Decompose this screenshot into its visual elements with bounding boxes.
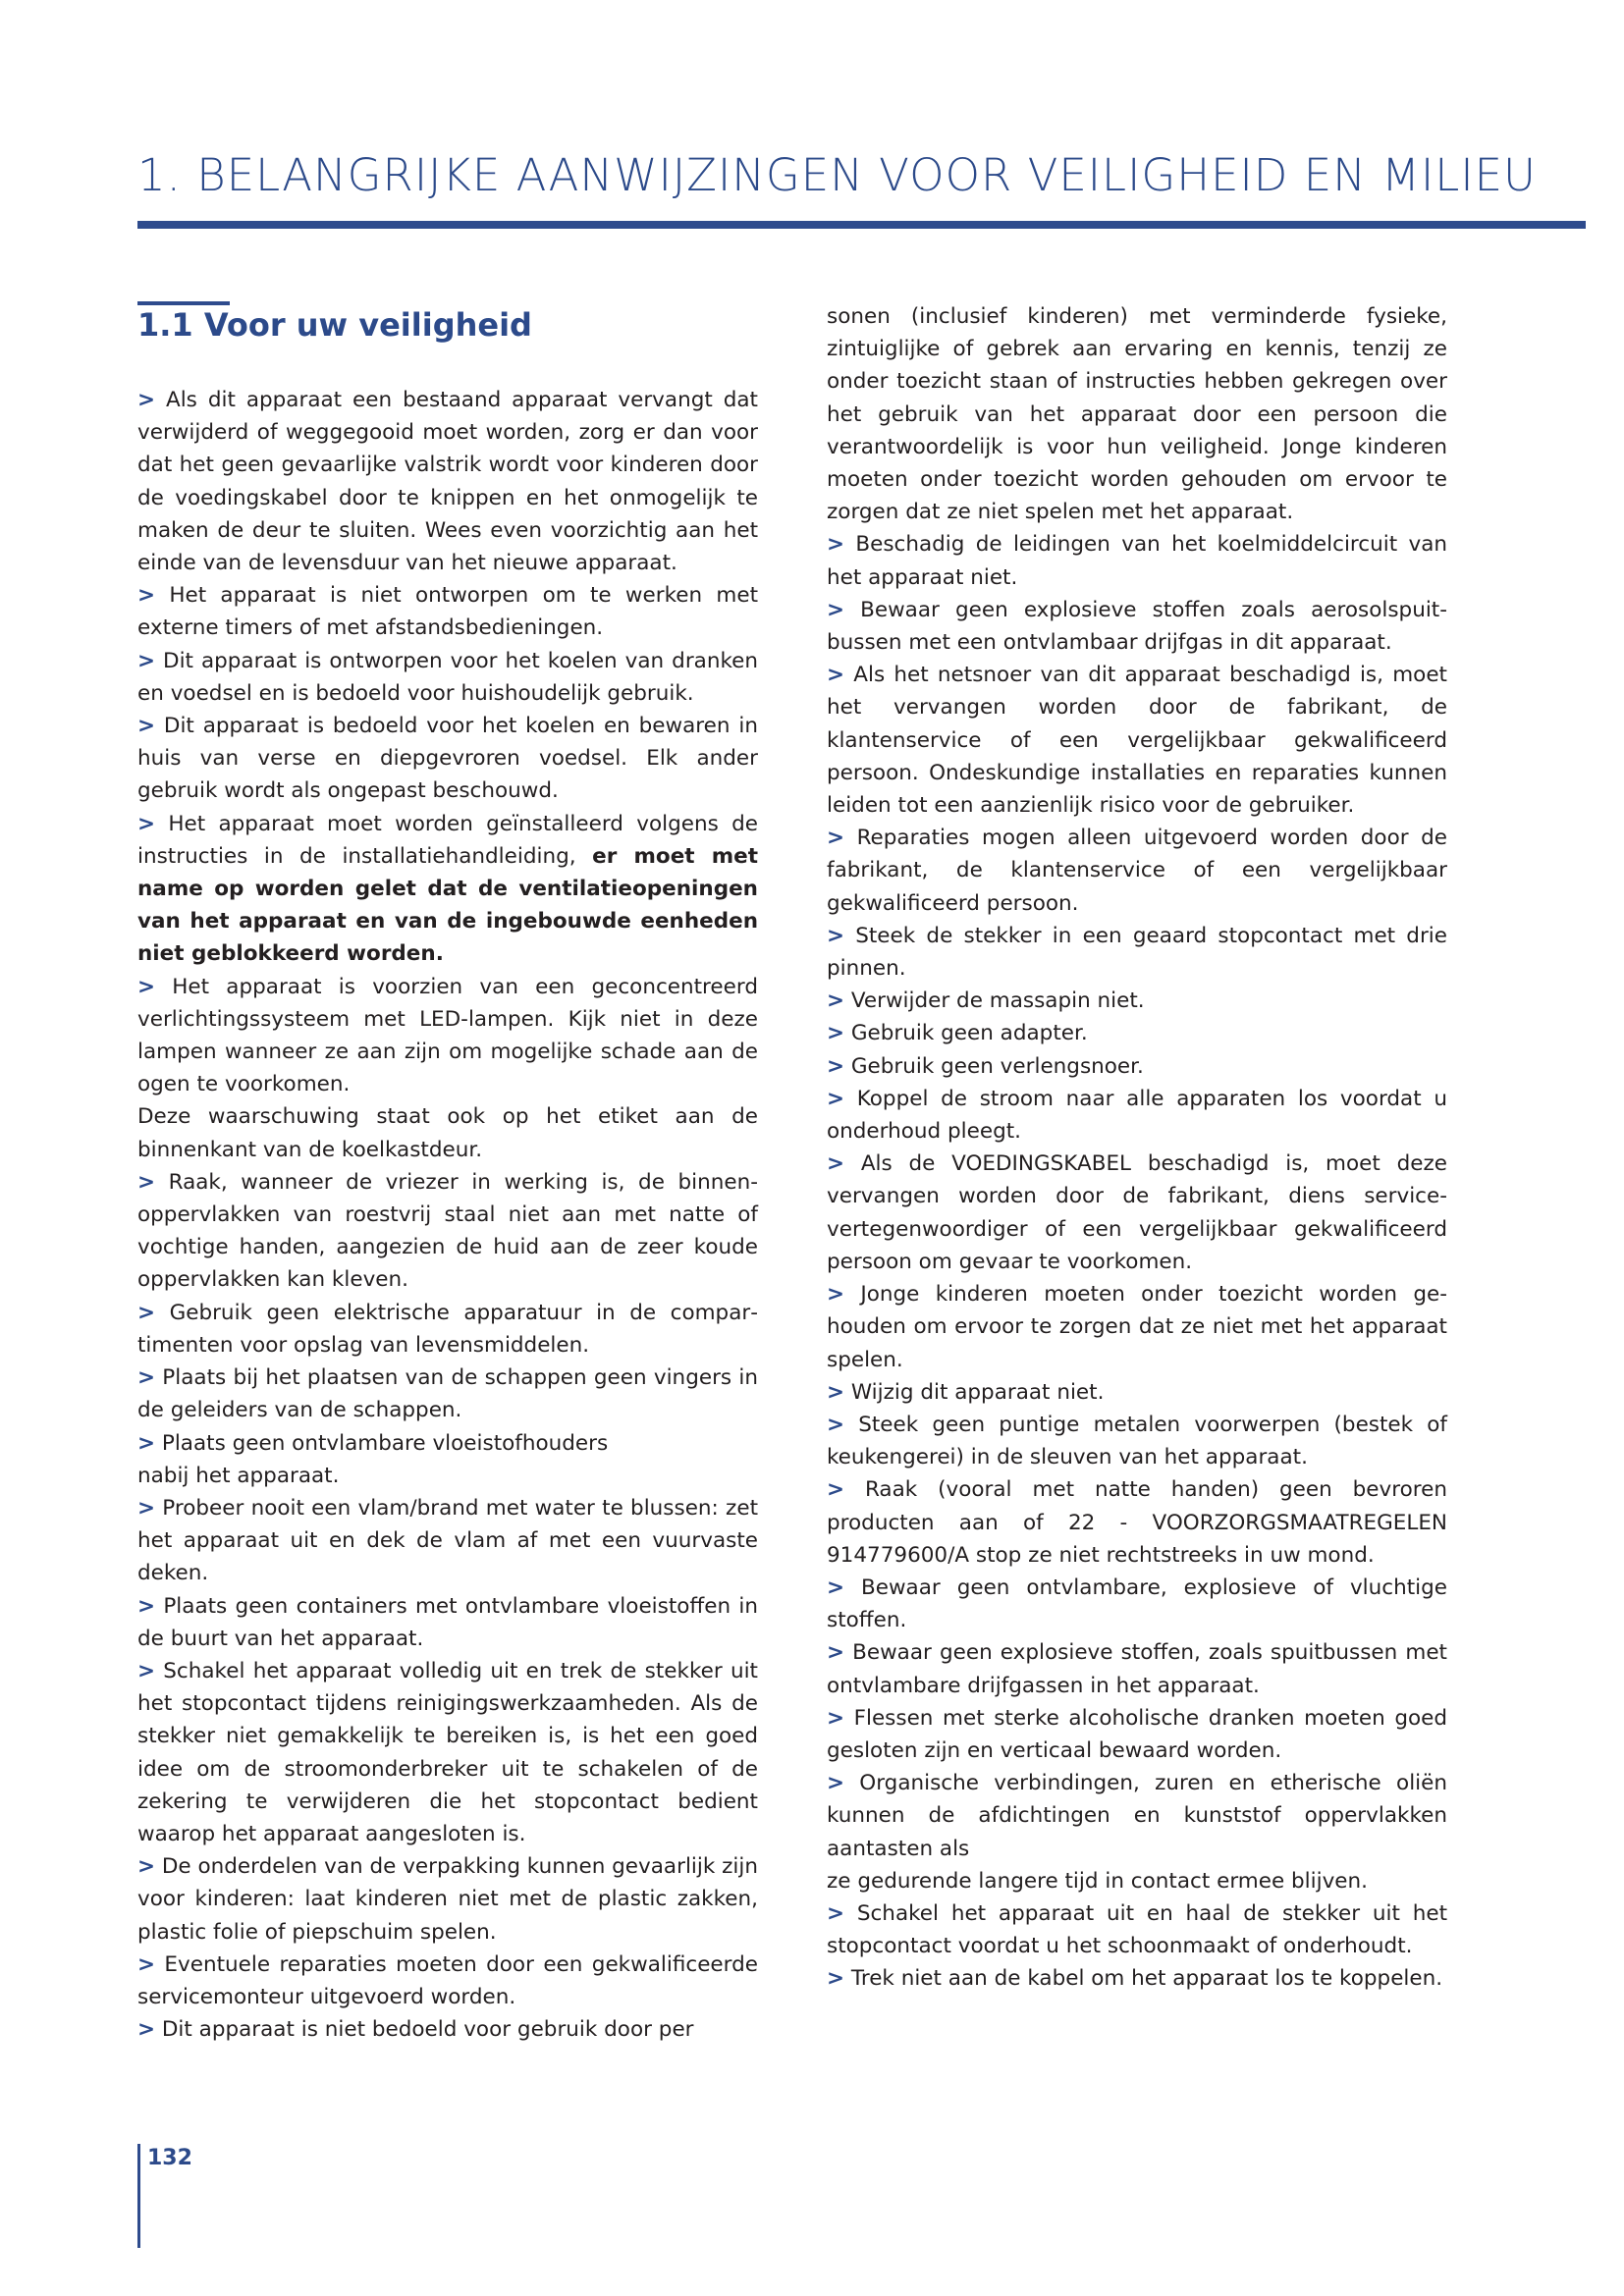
paragraph-bold-text: er moet met name op worden gelet dat de ventilatieopeningen van het apparaat en van de ingebouwde eenheden niet geblokkeerd worden. xyxy=(137,843,759,967)
paragraph-text: Deze waarschuwing staat ook op het etiket aan de binnenkant van de koelkastdeur. xyxy=(137,1104,758,1162)
paragraph xyxy=(137,1460,758,1492)
paragraph-text: Steek geen puntige metalen voorwerpen (bestek of keukengerei) in de sleuven van het apparaat. xyxy=(827,1412,1447,1470)
bullet-arrow: > xyxy=(827,663,845,688)
paragraph-text: sonen (inclusief kinderen) met verminderde fysieke, zintuiglijke of gebrek aan ervaring en kennis, tenzij ze onder toezicht staan of instructies hebben gekregen over het gebruik van het apparaat door een persoon die verantwoordelijk is voor hun veiligheid. Jonge kinderen moeten onder toezicht worden gehouden om ervoor te zorgen dat ze niet spelen met het apparaat. xyxy=(827,304,1447,525)
paragraph xyxy=(137,1949,758,2013)
paragraph xyxy=(827,1148,1447,1278)
paragraph-text: Bewaar geen explosieve stoffen, zoals spuitbussen met ontvlambare drijfgassen in het apparaat. xyxy=(827,1640,1447,1698)
paragraph-text: Plaats geen ontvlambare vloeistofhouders xyxy=(161,1430,609,1456)
paragraph xyxy=(827,985,1447,1017)
paragraph xyxy=(137,1297,758,1362)
bullet-arrow: > xyxy=(827,1086,845,1111)
paragraph xyxy=(827,1050,1447,1083)
paragraph-text: Bewaar geen ontvlambare, explosieve of vluchtige stoffen. xyxy=(827,1575,1447,1633)
paragraph xyxy=(137,1590,758,1655)
paragraph xyxy=(137,808,758,971)
paragraph-text: Plaats geen containers met ontvlambare vloeistoffen in de buurt van het apparaat. xyxy=(137,1593,758,1651)
bullet-arrow: > xyxy=(827,1575,845,1600)
paragraph xyxy=(827,1962,1447,1995)
paragraph-text: nabij het apparaat. xyxy=(137,1463,340,1488)
paragraph-text: Gebruik geen verlengsnoer. xyxy=(850,1053,1144,1079)
bullet-arrow: > xyxy=(827,1151,845,1177)
bullet-arrow: > xyxy=(827,826,845,851)
paragraph xyxy=(137,1166,758,1297)
bullet-arrow: > xyxy=(827,923,845,948)
paragraph xyxy=(137,1655,758,1850)
paragraph xyxy=(137,384,758,579)
paragraph-text: Steek de stekker in een geaard stopcontact met drie pinnen. xyxy=(827,923,1447,982)
paragraph-text: Flessen met sterke alcoholische dranken moeten goed gesloten zijn en verticaal bewaard worden. xyxy=(827,1705,1447,1763)
paragraph-text: Gebruik geen adapter. xyxy=(850,1021,1088,1046)
paragraph xyxy=(827,1473,1447,1572)
paragraph-text: Eventuele reparaties moeten door een gekwalificeerde servicemonteur uitgevoerd worden. xyxy=(137,1951,758,2009)
paragraph xyxy=(827,920,1447,985)
paragraph xyxy=(827,1083,1447,1148)
bullet-arrow: > xyxy=(137,1495,156,1521)
paragraph-text: Beschadig de leidingen van het koelmiddelcircuit van het apparaat niet. xyxy=(827,532,1448,590)
paragraph xyxy=(827,1702,1447,1767)
paragraph-text: ze gedurende langere tijd in contact ermee blijven. xyxy=(827,1868,1368,1894)
paragraph-text: Wijzig dit apparaat niet. xyxy=(850,1379,1105,1405)
paragraph-text: Het apparaat moet worden geïnstalleerd volgens de instructies in de installatiehandleiding, xyxy=(137,811,758,869)
left-text-column xyxy=(137,384,758,2046)
paragraph xyxy=(137,1850,758,1949)
paragraph-text: Dit apparaat is ontworpen voor het koelen van dranken en voedsel en is bedoeld voor huishoudelijk gebruik. xyxy=(137,648,758,706)
bullet-arrow: > xyxy=(827,1900,845,1926)
paragraph-text: Dit apparaat is niet bedoeld voor gebruik door per xyxy=(161,2017,694,2043)
paragraph xyxy=(137,645,758,710)
bullet-arrow: > xyxy=(137,388,156,412)
paragraph-text: Reparaties mogen alleen uitgevoerd worden door de fabrikant, de klantenservice of een vergelijkbaar gekwalificeerd persoon. xyxy=(827,826,1447,916)
paragraph-text: Schakel het apparaat uit en haal de stekker uit het stopcontact voordat u het schoonmaakt of onderhoudt. xyxy=(827,1900,1447,1959)
paragraph-text: Bewaar geen explosieve stoffen zoals aerosolspuitbussen met een ontvlambaar drijfgas in dit apparaat. xyxy=(827,597,1447,656)
paragraph xyxy=(827,1636,1447,1701)
paragraph-text: Trek niet aan de kabel om het apparaat los te koppelen. xyxy=(850,1966,1443,1992)
paragraph-text: Koppel de stroom naar alle apparaten los voordat u onderhoud pleegt. xyxy=(827,1086,1447,1145)
paragraph xyxy=(827,1897,1447,1962)
bullet-arrow: > xyxy=(827,1021,845,1046)
paragraph xyxy=(827,300,1447,528)
paragraph-text: Als dit apparaat een bestaand apparaat vervangt dat verwijderd of weggegooid moet worden, zorg er dan voor dat het geen gevaarlijke valstrik wordt voor kinderen door de voedingskabel door te knippen en het onmogelijk te maken de deur te sluiten. Wees even voorzichtig aan het einde van de levensduur van het nieuwe apparaat. xyxy=(137,388,758,576)
bullet-arrow: > xyxy=(137,583,156,609)
chapter-title-rule xyxy=(137,221,1586,229)
paragraph-text: Als het netsnoer van dit apparaat beschadigd is, moet het vervangen worden door de fabrikant, de klantenservice of een vergelijkbaar gekwalificeerd persoon. Ondeskundige installaties en reparaties kunnen leiden tot een aanzienlijk risico voor de gebruiker. xyxy=(827,663,1447,819)
paragraph-text: Het apparaat is voorzien van een geconcentreerd verlichtingssysteem met LED-lampen. Kijk niet in deze lampen wanneer ze aan zijn om mogelijke schade aan de ogen te voorkomen. xyxy=(137,974,758,1097)
paragraph-text: Schakel het apparaat volledig uit en trek de stekker uit het stopcontact tijdens reinigingswerkzaamheden. Als de stekker niet gemakkelijk te bereiken is, is het een goed idee om de stroomonderbreker uit te schakelen of de zekering te verwijderen die het stopcontact bedient waarop het apparaat aangesloten is. xyxy=(137,1658,758,1846)
bullet-arrow: > xyxy=(827,1771,845,1796)
paragraph-text: Verwijder de massapin niet. xyxy=(850,988,1145,1014)
paragraph-text: Raak, wanneer de vriezer in werking is, de binnenoppervlakken van roestvrij staal niet aan met natte of vochtige handen, aangezien de huid aan de zeer koude oppervlakken kan kleven. xyxy=(137,1169,758,1293)
right-text-column xyxy=(827,300,1447,1996)
paragraph xyxy=(137,971,758,1101)
paragraph-text: Organische verbindingen, zuren en etherische oliën kunnen de afdichtingen en kunststof oppervlakken aantasten als xyxy=(827,1771,1447,1861)
paragraph-text: Raak (vooral met natte handen) geen bevroren producten aan of 22 - VOORZORGSMAATREGELEN 914779600/A stop ze niet rechtstreeks in uw mond. xyxy=(827,1477,1447,1568)
bullet-arrow: > xyxy=(137,714,156,739)
bullet-arrow: > xyxy=(137,1300,156,1325)
paragraph xyxy=(827,822,1447,920)
paragraph-text: De onderdelen van de verpakking kunnen gevaarlijk zijn voor kinderen: laat kinderen niet met de plastic zakken, plastic folie of piepschuim spelen. xyxy=(137,1854,759,1945)
section-title: 1.1 Voor uw veiligheid xyxy=(137,306,532,344)
bullet-arrow: > xyxy=(827,1282,845,1308)
paragraph xyxy=(137,1100,758,1165)
paragraph-text: Plaats bij het plaatsen van de schappen geen vingers in de geleiders van de schappen. xyxy=(137,1365,758,1423)
paragraph xyxy=(827,528,1447,593)
bullet-arrow: > xyxy=(137,648,156,673)
paragraph xyxy=(827,1017,1447,1049)
bullet-arrow: > xyxy=(827,1379,845,1405)
section-title-rule xyxy=(137,301,230,305)
paragraph xyxy=(827,1376,1447,1409)
paragraph xyxy=(827,659,1447,822)
page-number: 132 xyxy=(147,2146,192,2170)
bullet-arrow: > xyxy=(137,811,156,836)
paragraph-text: Dit apparaat is bedoeld voor het koelen en bewaren in huis van verse en diepgevroren voedsel. Elk ander gebruik wordt als ongepast beschouwd. xyxy=(137,714,758,804)
paragraph xyxy=(827,1865,1447,1897)
bullet-arrow: > xyxy=(137,1951,156,1977)
bullet-arrow: > xyxy=(827,988,845,1014)
paragraph xyxy=(827,594,1447,659)
paragraph xyxy=(827,1278,1447,1376)
bullet-arrow: > xyxy=(137,1593,156,1619)
bullet-arrow: > xyxy=(827,1053,845,1079)
paragraph xyxy=(137,1427,758,1460)
paragraph xyxy=(827,1409,1447,1473)
paragraph-text: Gebruik geen elektrische apparatuur in de compartimenten voor opslag van levensmiddelen. xyxy=(137,1300,758,1358)
paragraph xyxy=(137,1362,758,1426)
paragraph xyxy=(137,710,758,808)
paragraph-text: Als de VOEDINGSKABEL beschadigd is, moet deze vervangen worden door de fabrikant, diens servicevertegenwoordiger of een vergelijkbaar gekwalificeerd persoon om gevaar te voorkomen. xyxy=(827,1151,1447,1274)
page-number-rule xyxy=(137,2144,140,2248)
paragraph xyxy=(137,2013,758,2046)
paragraph xyxy=(137,1492,758,1590)
bullet-arrow: > xyxy=(137,1169,156,1195)
bullet-arrow: > xyxy=(827,1412,845,1437)
chapter-title: 1. BELANGRIJKE AANWIJZINGEN VOOR VEILIGHEID EN MILIEU xyxy=(137,149,1537,201)
bullet-arrow: > xyxy=(827,1477,845,1503)
paragraph-text: Jonge kinderen moeten onder toezicht worden gehouden om ervoor te zorgen dat ze niet met het apparaat spelen. xyxy=(827,1282,1447,1372)
paragraph xyxy=(137,579,758,644)
bullet-arrow: > xyxy=(827,1640,845,1666)
paragraph-text: Probeer nooit een vlam/brand met water te blussen: zet het apparaat uit en dek de vlam af met een vuurvaste deken. xyxy=(137,1495,758,1586)
bullet-arrow: > xyxy=(137,1658,156,1683)
bullet-arrow: > xyxy=(137,1854,156,1880)
bullet-arrow: > xyxy=(137,1430,156,1456)
paragraph-text: Het apparaat is niet ontworpen om te werken met externe timers of met afstandsbedieningen. xyxy=(137,583,758,641)
bullet-arrow: > xyxy=(827,532,845,558)
bullet-arrow: > xyxy=(137,1365,156,1391)
bullet-arrow: > xyxy=(827,1966,845,1992)
bullet-arrow: > xyxy=(137,2017,156,2043)
bullet-arrow: > xyxy=(827,1705,845,1731)
bullet-arrow: > xyxy=(137,974,156,999)
paragraph xyxy=(827,1767,1447,1865)
bullet-arrow: > xyxy=(827,597,845,622)
paragraph xyxy=(827,1572,1447,1636)
